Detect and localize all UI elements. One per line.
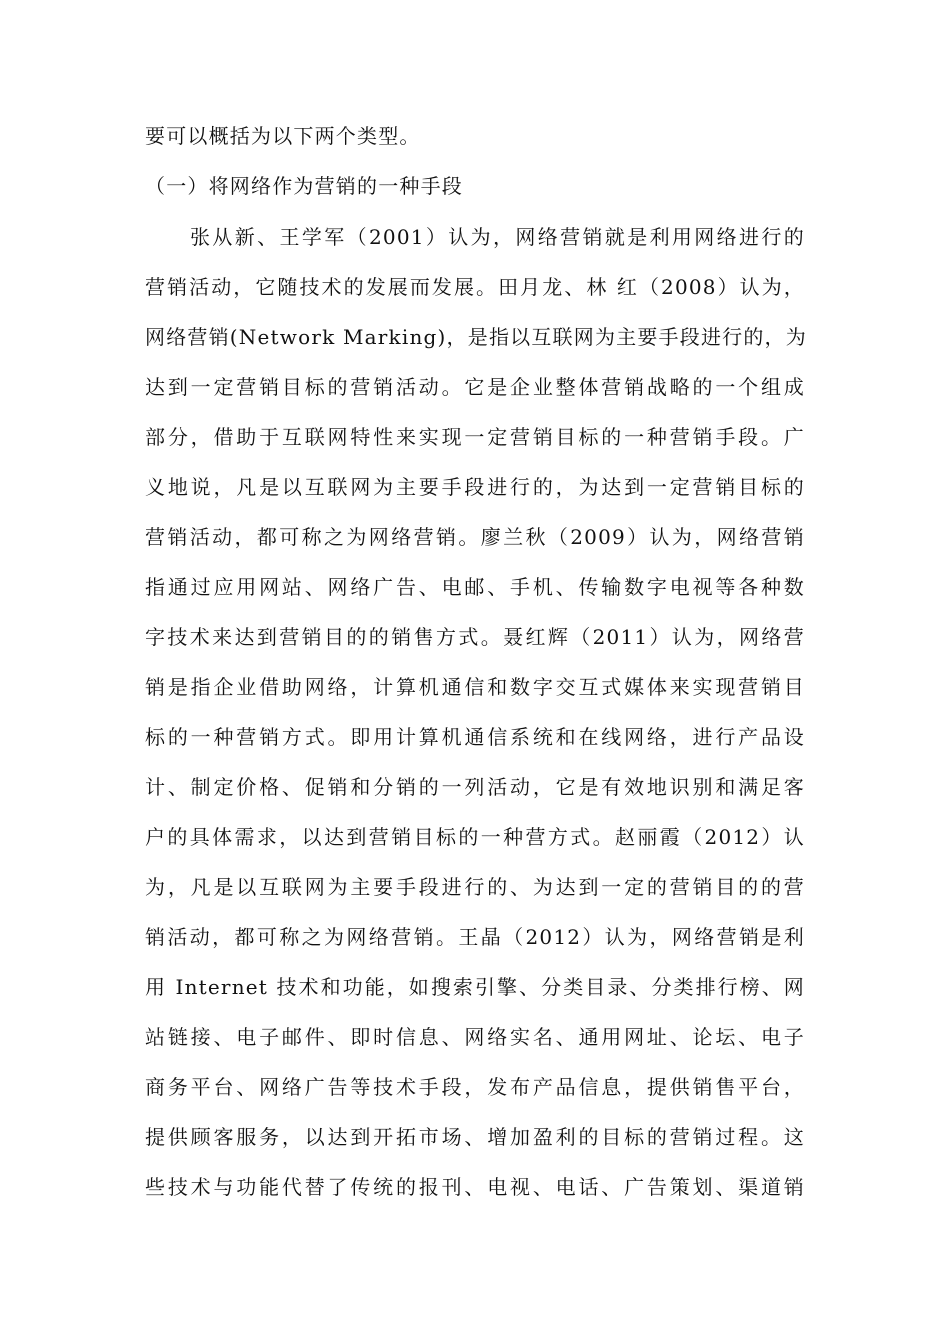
- text-line: 为，凡是以互联网为主要手段进行的、为达到一定的营销目的的营: [145, 875, 805, 899]
- paragraph-first-line: 张从新、王学军（2001）认为，网络营销就是利用网络进行的: [190, 225, 805, 249]
- text-line: 销是指企业借助网络，计算机通信和数字交互式媒体来实现营销目: [145, 675, 805, 699]
- text-line: 营销活动，都可称之为网络营销。廖兰秋（2009）认为，网络营销: [145, 525, 805, 549]
- text-line: 销活动，都可称之为网络营销。王晶（2012）认为，网络营销是利: [145, 925, 805, 949]
- text-line: 营销活动，它随技术的发展而发展。田月龙、林 红（2008）认为，: [145, 275, 805, 299]
- text-line: 计、制定价格、促销和分销的一列活动，它是有效地识别和满足客: [145, 775, 805, 799]
- text-line: 标的一种营销方式。即用计算机通信系统和在线网络，进行产品设: [145, 725, 805, 749]
- text-line: 部分，借助于互联网特性来实现一定营销目标的一种营销手段。广: [145, 425, 805, 449]
- text-line: 站链接、电子邮件、即时信息、网络实名、通用网址、论坛、电子: [145, 1025, 805, 1049]
- text-line: 户的具体需求，以达到营销目标的一种营方式。赵丽霞（2012）认: [145, 825, 805, 849]
- text-line: 用 Internet 技术和功能，如搜索引擎、分类目录、分类排行榜、网: [145, 975, 805, 999]
- text-line: 要可以概括为以下两个类型。: [145, 124, 421, 148]
- section-heading: （一）将网络作为营销的一种手段: [145, 174, 463, 198]
- text-line: 指通过应用网站、网络广告、电邮、手机、传输数字电视等各种数: [145, 575, 805, 599]
- text-line: 达到一定营销目标的营销活动。它是企业整体营销战略的一个组成: [145, 375, 805, 399]
- text-line: 些技术与功能代替了传统的报刊、电视、电话、广告策划、渠道销: [145, 1175, 805, 1199]
- text-line: 义地说，凡是以互联网为主要手段进行的，为达到一定营销目标的: [145, 475, 805, 499]
- text-line: 字技术来达到营销目的的销售方式。聂红辉（2011）认为，网络营: [145, 625, 805, 649]
- text-line: 提供顾客服务，以达到开拓市场、增加盈利的目标的营销过程。这: [145, 1125, 805, 1149]
- text-line: 网络营销(Network Marking)，是指以互联网为主要手段进行的，为: [145, 325, 807, 349]
- text-line: 商务平台、网络广告等技术手段，发布产品信息，提供销售平台，: [145, 1075, 805, 1099]
